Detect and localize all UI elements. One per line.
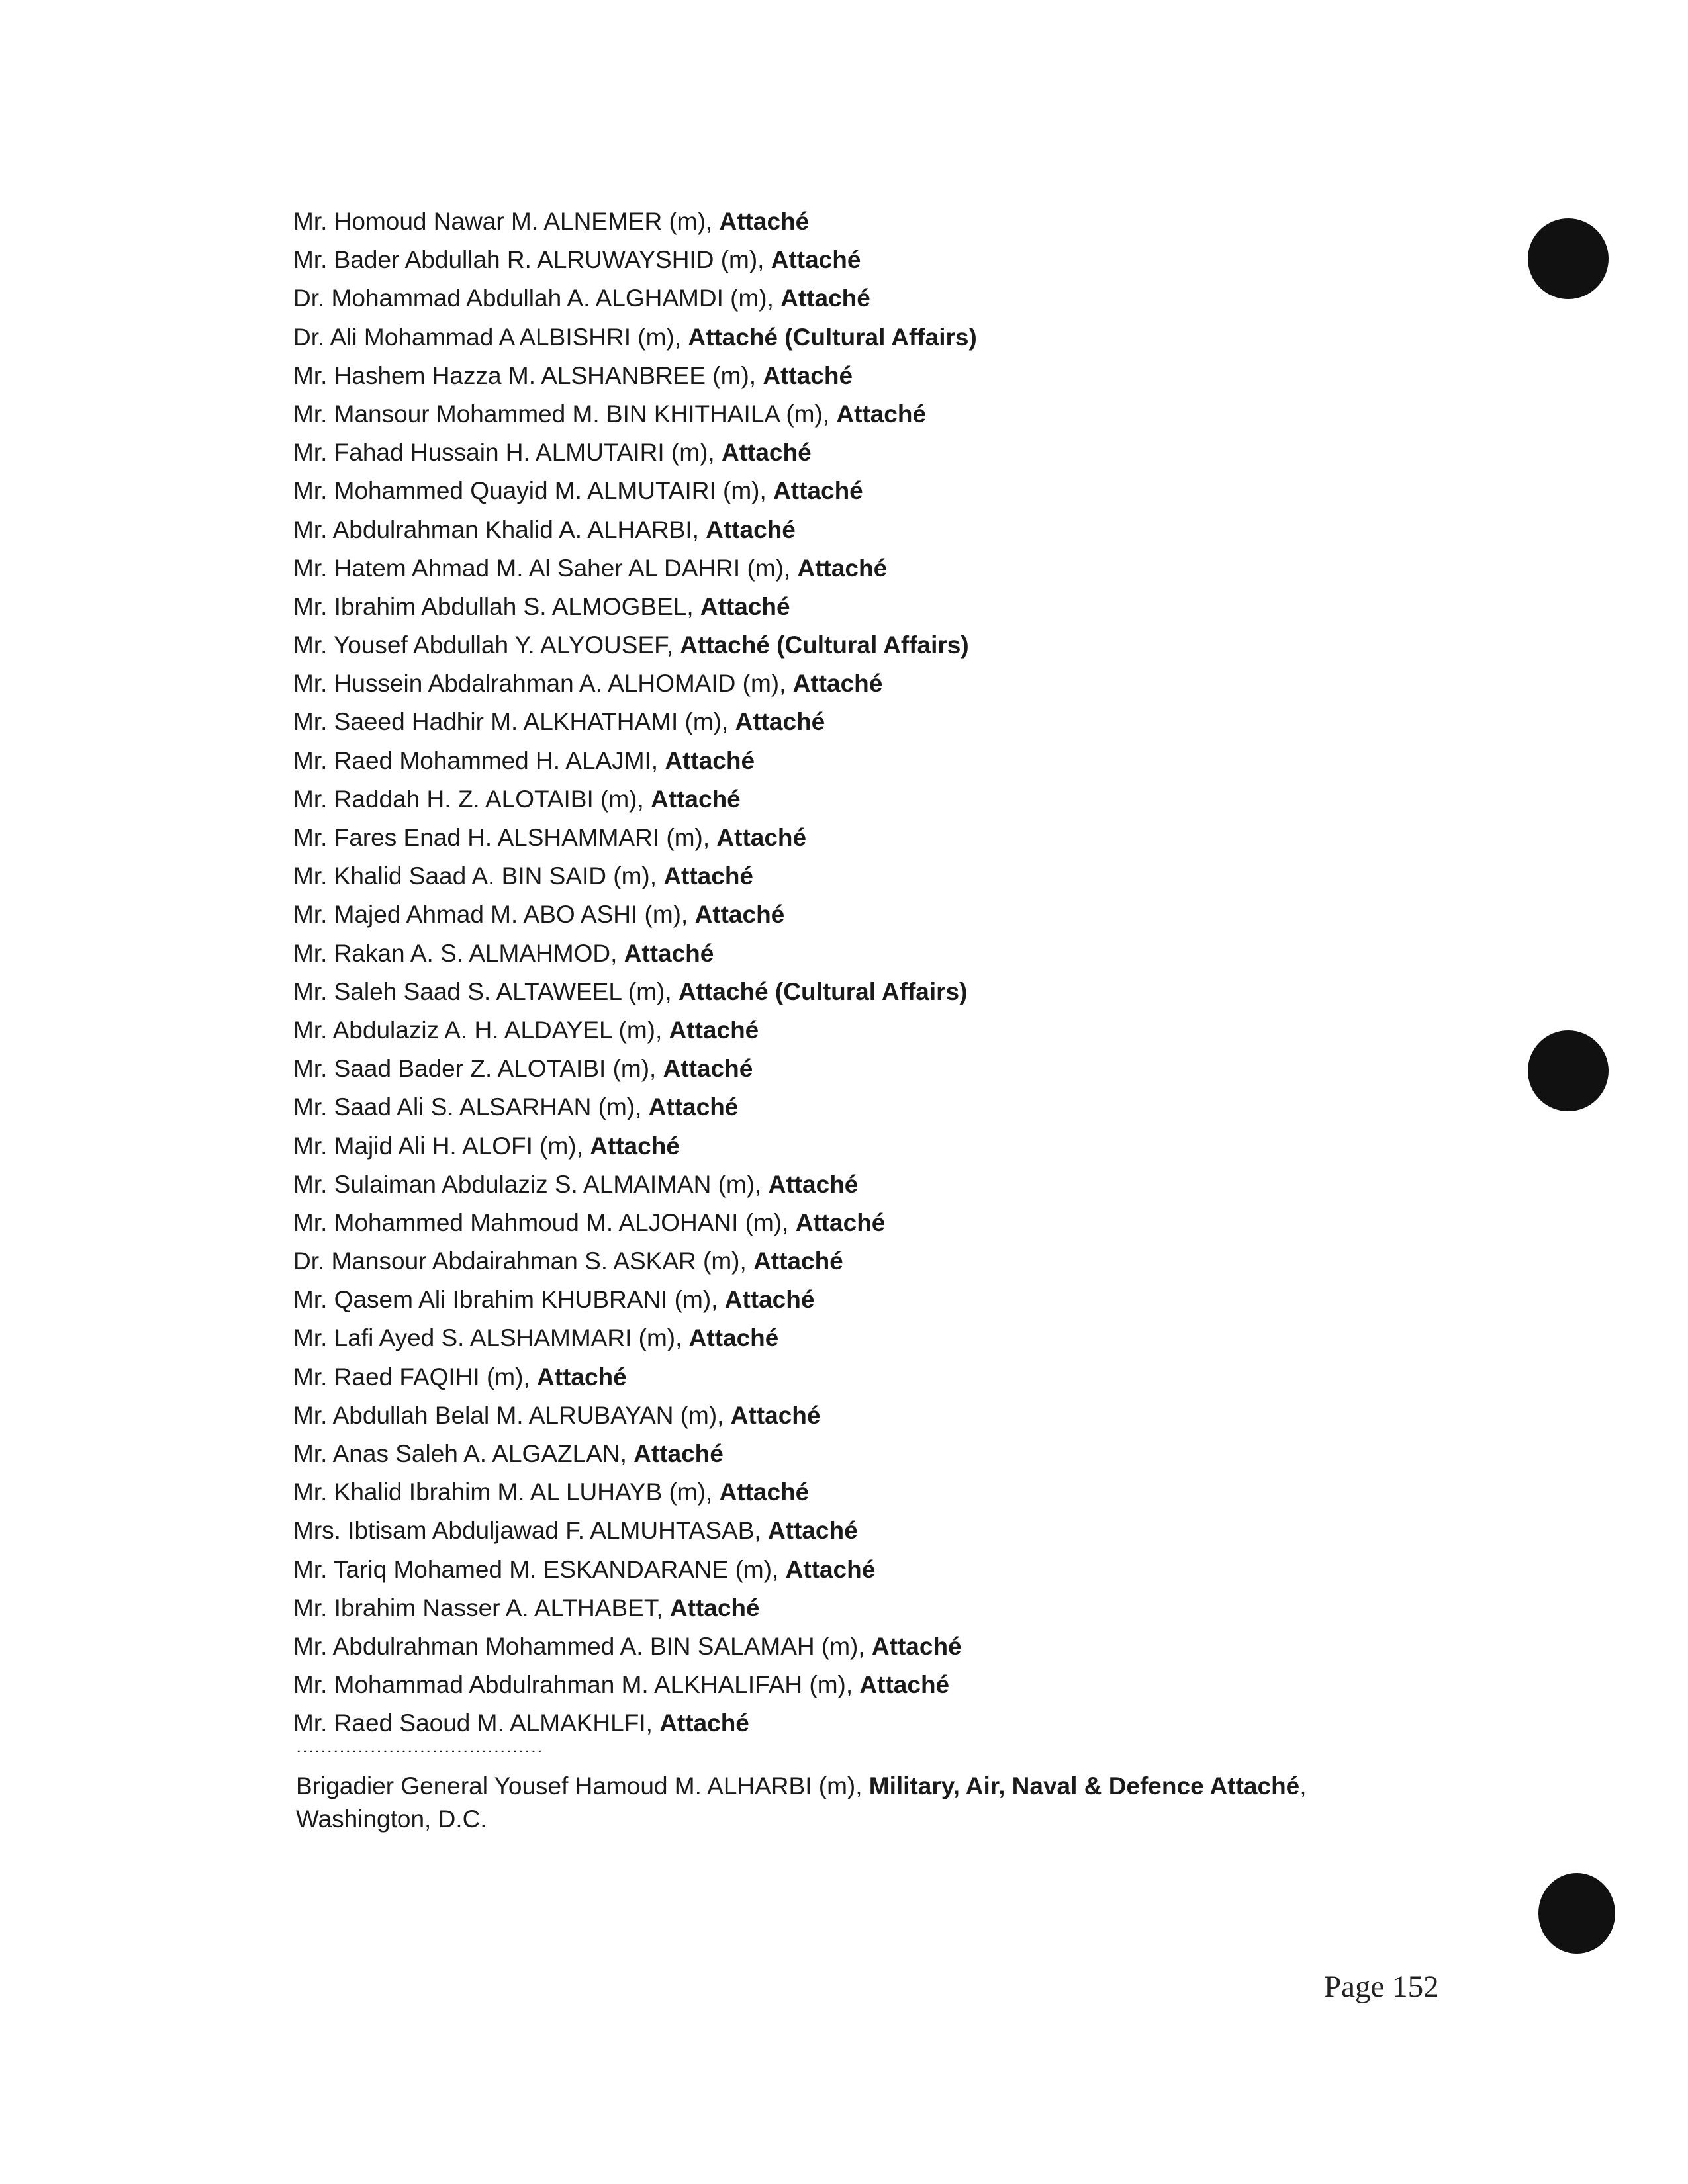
list-item xyxy=(293,1204,1551,1242)
entry-name: Mr. Qasem Ali Ibrahim KHUBRANI (m), xyxy=(293,1286,725,1314)
entry-title: Attaché xyxy=(730,1401,821,1429)
entry-name: Mr. Ibrahim Abdullah S. ALMOGBEL, xyxy=(293,592,700,620)
entry-name: Mr. Raed FAQIHI (m), xyxy=(293,1363,537,1390)
entry-title: Attaché xyxy=(648,1093,739,1121)
entry-title: Attaché xyxy=(663,1055,753,1083)
entry-name: Mr. Majed Ahmad M. ABO ASHI (m), xyxy=(293,901,695,929)
entry-name: Mr. Hatem Ahmad M. Al Saher AL DAHRI (m), xyxy=(293,554,798,582)
entry-title: Attaché xyxy=(768,1170,859,1198)
list-item xyxy=(293,1358,1551,1396)
entry-title: Attaché xyxy=(721,439,812,467)
entry-name: Mrs. Ibtisam Abduljawad F. ALMUHTASAB, xyxy=(293,1517,768,1545)
entry-name: Mr. Lafi Ayed S. ALSHAMMARI (m), xyxy=(293,1324,689,1352)
entry-name: Mr. Saad Ali S. ALSARHAN (m), xyxy=(293,1093,649,1121)
brigadier-name: Brigadier General Yousef Hamoud M. ALHARBI (m), xyxy=(296,1772,869,1799)
list-item xyxy=(293,203,1551,241)
entry-name: Mr. Mohammad Abdulrahman M. ALKHALIFAH (m), xyxy=(293,1671,860,1699)
entry-title: Attaché xyxy=(688,1324,779,1352)
entry-title: Attaché xyxy=(767,1517,858,1545)
entry-name: Dr. Ali Mohammad A ALBISHRI (m), xyxy=(293,323,688,351)
list-item xyxy=(293,780,1551,819)
entry-title: Attaché xyxy=(871,1632,962,1660)
entry-name: Mr. Raed Mohammed H. ALAJMI, xyxy=(293,747,665,774)
entry-name: Mr. Abdulrahman Khalid A. ALHARBI, xyxy=(293,516,706,543)
list-item xyxy=(293,1127,1551,1165)
entry-name: Mr. Bader Abdullah R. ALRUWAYSHID (m), xyxy=(293,246,771,274)
entry-name: Mr. Hashem Hazza M. ALSHANBREE (m), xyxy=(293,361,763,389)
entry-name: Mr. Sulaiman Abdulaziz S. ALMAIMAN (m), xyxy=(293,1170,769,1198)
list-item xyxy=(293,819,1551,857)
entry-name: Mr. Mansour Mohammed M. BIN KHITHAILA (m), xyxy=(293,400,837,428)
list-item xyxy=(293,1551,1551,1589)
list-item xyxy=(293,588,1551,626)
entry-title: Attaché (Cultural Affairs) xyxy=(678,978,968,1005)
list-item xyxy=(293,626,1551,664)
list-item xyxy=(293,241,1551,279)
entry-name: Mr. Raed Saoud M. ALMAKHLFI, xyxy=(293,1709,660,1737)
list-item xyxy=(293,549,1551,588)
list-item xyxy=(293,433,1551,472)
list-item xyxy=(293,973,1551,1011)
entry-name: Mr. Saeed Hadhir M. ALKHATHAMI (m), xyxy=(293,708,735,736)
list-item xyxy=(293,895,1551,934)
entry-name: Mr. Yousef Abdullah Y. ALYOUSEF, xyxy=(293,631,680,659)
entry-title: Attaché xyxy=(651,785,741,813)
punch-hole-middle xyxy=(1528,1030,1609,1111)
list-item xyxy=(293,1165,1551,1204)
list-item xyxy=(293,1435,1551,1473)
entry-title: Attaché (Cultural Affairs) xyxy=(688,323,977,351)
entry-title: Attaché xyxy=(753,1248,843,1275)
entry-name: Mr. Khalid Saad A. BIN SAID (m), xyxy=(293,862,664,890)
attache-list xyxy=(293,203,1551,1743)
list-item xyxy=(293,1011,1551,1050)
entry-name: Mr. Raddah H. Z. ALOTAIBI (m), xyxy=(293,785,651,813)
entry-name: Mr. Abdulaziz A. H. ALDAYEL (m), xyxy=(293,1016,669,1044)
entry-title: Attaché (Cultural Affairs) xyxy=(680,631,969,659)
entry-name: Mr. Saad Bader Z. ALOTAIBI (m), xyxy=(293,1055,663,1083)
list-item xyxy=(293,1281,1551,1319)
entry-name: Mr. Hussein Abdalrahman A. ALHOMAID (m), xyxy=(293,670,793,698)
entry-title: Attaché xyxy=(700,592,790,620)
entry-name: Mr. Homoud Nawar M. ALNEMER (m), xyxy=(293,208,720,235)
entry-name: Dr. Mohammad Abdullah A. ALGHAMDI (m), xyxy=(293,285,781,312)
list-item xyxy=(293,1666,1551,1704)
list-item xyxy=(293,1050,1551,1088)
list-item xyxy=(293,472,1551,510)
entry-name: Dr. Mansour Abdairahman S. ASKAR (m), xyxy=(293,1248,754,1275)
entry-name: Mr. Abdullah Belal M. ALRUBAYAN (m), xyxy=(293,1401,731,1429)
entry-title: Attaché xyxy=(716,824,807,851)
entry-name: Mr. Mohammed Quayid M. ALMUTAIRI (m), xyxy=(293,477,774,505)
page-number: Page 152 xyxy=(1324,1970,1439,2004)
brigadier-entry xyxy=(296,1770,1355,1836)
entry-title: Attaché xyxy=(694,901,785,929)
entry-title: Attaché xyxy=(785,1555,876,1583)
entry-name: Mr. Rakan A. S. ALMAHMOD, xyxy=(293,939,624,967)
list-item xyxy=(293,1319,1551,1357)
entry-title: Attaché xyxy=(665,747,755,774)
entry-title: Attaché xyxy=(797,554,888,582)
list-item xyxy=(293,1512,1551,1550)
entry-title: Attaché xyxy=(771,246,861,274)
list-item xyxy=(293,357,1551,395)
entry-title: Attaché xyxy=(633,1440,724,1467)
entry-title: Attaché xyxy=(590,1132,680,1160)
entry-title: Attaché xyxy=(763,361,853,389)
entry-name: Mr. Ibrahim Nasser A. ALTHABET, xyxy=(293,1594,670,1621)
entry-title: Attaché xyxy=(735,708,825,736)
list-item xyxy=(293,742,1551,780)
punch-hole-top xyxy=(1528,218,1609,299)
entry-name: Mr. Khalid Ibrahim M. AL LUHAYB (m), xyxy=(293,1479,720,1506)
entry-title: Attaché xyxy=(537,1363,627,1390)
entry-title: Attaché xyxy=(780,285,870,312)
entry-name: Mr. Tariq Mohamed M. ESKANDARANE (m), xyxy=(293,1555,786,1583)
brigadier-title: Military, Air, Naval & Defence Attaché xyxy=(868,1772,1300,1799)
entry-title: Attaché xyxy=(724,1286,815,1314)
list-item xyxy=(293,1396,1551,1435)
list-item xyxy=(293,511,1551,549)
list-item xyxy=(293,1473,1551,1512)
entry-name: Mr. Abdulrahman Mohammed A. BIN SALAMAH (m), xyxy=(293,1632,872,1660)
list-item xyxy=(293,1627,1551,1666)
entry-title: Attaché xyxy=(773,477,863,505)
list-item xyxy=(293,703,1551,741)
list-item xyxy=(293,318,1551,357)
entry-title: Attaché xyxy=(669,1016,759,1044)
list-item xyxy=(293,1088,1551,1126)
entry-title: Attaché xyxy=(836,400,927,428)
list-item xyxy=(293,857,1551,895)
separator-dots: ........................................ xyxy=(296,1735,543,1757)
entry-title: Attaché xyxy=(624,939,714,967)
entry-title: Attaché xyxy=(795,1208,886,1236)
list-item xyxy=(293,664,1551,703)
list-item xyxy=(293,395,1551,433)
entry-title: Attaché xyxy=(663,862,754,890)
list-item xyxy=(293,1242,1551,1281)
list-item xyxy=(293,279,1551,318)
entry-title: Attaché xyxy=(792,670,883,698)
entry-name: Mr. Mohammed Mahmoud M. ALJOHANI (m), xyxy=(293,1208,796,1236)
list-item xyxy=(293,1589,1551,1627)
entry-title: Attaché xyxy=(719,1479,810,1506)
entry-name: Mr. Fares Enad H. ALSHAMMARI (m), xyxy=(293,824,717,851)
list-item xyxy=(293,934,1551,973)
entry-name: Mr. Saleh Saad S. ALTAWEEL (m), xyxy=(293,978,679,1005)
entry-title: Attaché xyxy=(669,1594,760,1621)
entry-title: Attaché xyxy=(706,516,796,543)
entry-title: Attaché xyxy=(719,208,810,235)
entry-title: Attaché xyxy=(659,1709,749,1737)
entry-title: Attaché xyxy=(859,1671,950,1699)
entry-name: Mr. Majid Ali H. ALOFI (m), xyxy=(293,1132,590,1160)
punch-hole-bottom xyxy=(1538,1873,1615,1954)
entry-name: Mr. Anas Saleh A. ALGAZLAN, xyxy=(293,1440,634,1467)
entry-name: Mr. Fahad Hussain H. ALMUTAIRI (m), xyxy=(293,439,722,467)
brigadier-location: , Washington, D.C. xyxy=(296,1772,1307,1833)
